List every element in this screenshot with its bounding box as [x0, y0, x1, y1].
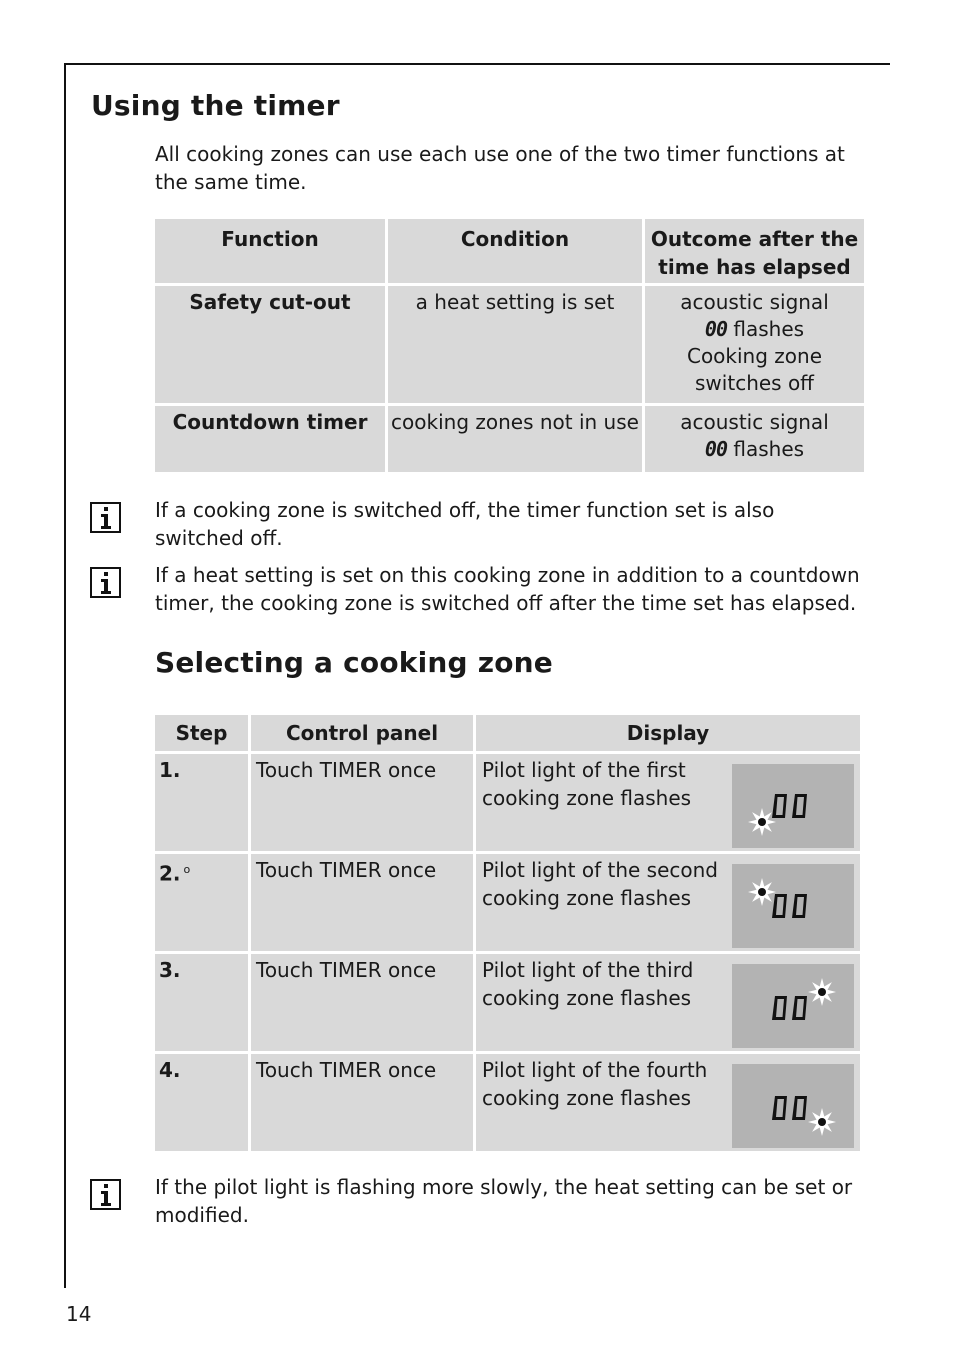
header-function: Function	[155, 219, 385, 283]
display-digits: 00	[704, 317, 728, 341]
lcd-digit-zero	[772, 794, 787, 818]
step-number: 4.	[159, 1058, 181, 1082]
flashing-star-icon	[748, 878, 776, 906]
table-row	[155, 954, 860, 1051]
info-note: If the pilot light is flashing more slowly, the heat setting can be set or modified.	[155, 1175, 853, 1227]
outcome-flashes: flashes	[733, 317, 805, 341]
table-row	[155, 286, 864, 403]
outcome-line: acoustic signal	[680, 410, 829, 434]
display-cell	[476, 854, 860, 951]
table-row	[155, 406, 864, 472]
lcd-digit-zero	[792, 894, 807, 918]
display-cell	[476, 1054, 860, 1151]
header-condition: Condition	[388, 219, 642, 283]
display-description: Pilot light of the first cooking zone flashes	[482, 758, 692, 810]
condition-cell: a heat setting is set	[388, 286, 642, 403]
outcome-flashes: flashes	[733, 437, 805, 461]
outcome-line: Cooking zone	[686, 344, 823, 368]
lcd-display	[732, 964, 854, 1048]
display-digits: 00	[704, 437, 728, 461]
info-note: If a cooking zone is switched off, the timer function set is also switched off.	[155, 498, 775, 550]
display-description: Pilot light of the third cooking zone flashes	[482, 958, 694, 1010]
step-cell	[155, 754, 248, 851]
flashing-star-icon	[808, 978, 836, 1006]
lcd-display	[732, 1064, 854, 1148]
outcome-cell	[645, 286, 864, 403]
control-panel-cell: Touch TIMER once	[251, 754, 473, 851]
section-heading-using-timer: Using the timer	[91, 89, 340, 122]
header-display: Display	[476, 715, 860, 751]
cooking-zone-steps-table	[152, 712, 863, 1154]
lcd-display	[732, 764, 854, 848]
section-heading-selecting-zone: Selecting a cooking zone	[155, 646, 553, 679]
page-number: 14	[66, 1302, 92, 1326]
function-cell: Safety cut-out	[155, 286, 385, 403]
lcd-digit-zero	[792, 1096, 807, 1120]
control-panel-cell: Touch TIMER once	[251, 1054, 473, 1151]
table-row	[155, 754, 860, 851]
control-panel-cell: Touch TIMER once	[251, 854, 473, 951]
display-description: Pilot light of the second cooking zone flashes	[482, 858, 718, 910]
table-header-row	[155, 219, 864, 283]
timer-functions-table	[152, 216, 867, 475]
outcome-cell	[645, 406, 864, 472]
header-outcome	[645, 219, 864, 283]
display-cell	[476, 754, 860, 851]
info-icon	[90, 502, 121, 533]
lcd-digit-zero	[772, 996, 787, 1020]
step-cell	[155, 1054, 248, 1151]
outcome-line	[645, 316, 864, 343]
outcome-line: acoustic signal	[680, 290, 829, 314]
table-header-row	[155, 715, 860, 751]
step-number: 2.	[159, 861, 181, 886]
step-number: 1.	[159, 758, 181, 782]
lcd-digit-zero	[792, 794, 807, 818]
lcd-display	[732, 864, 854, 948]
info-icon	[90, 1179, 121, 1210]
function-cell: Countdown timer	[155, 406, 385, 472]
page-frame-left-rule	[64, 63, 66, 1288]
step-number: 3.	[159, 958, 181, 982]
header-outcome-label: Outcome after the time has elapsed	[650, 227, 859, 279]
header-control-panel: Control panel	[251, 715, 473, 751]
info-note: If a heat setting is set on this cooking zone in addition to a countdown timer, the cooking zone is switched off after the time set has elapsed.	[155, 563, 860, 615]
display-description: Pilot light of the fourth cooking zone flashes	[482, 1058, 708, 1110]
table-row	[155, 1054, 860, 1151]
header-step: Step	[155, 715, 248, 751]
outcome-line: switches off	[695, 371, 814, 395]
page-frame-top-rule	[65, 63, 890, 65]
flashing-star-icon	[748, 808, 776, 836]
lcd-digit-zero	[792, 996, 807, 1020]
control-panel-cell: Touch TIMER once	[251, 954, 473, 1051]
outcome-line	[645, 436, 864, 463]
condition-cell: cooking zones not in use	[388, 406, 642, 472]
table-row	[155, 854, 860, 951]
display-cell	[476, 954, 860, 1051]
intro-paragraph: All cooking zones can use each use one of the two timer functions at the same time.	[155, 142, 845, 194]
lcd-digit-zero	[772, 1096, 787, 1120]
step-cell	[155, 854, 248, 951]
flashing-star-icon	[808, 1108, 836, 1136]
step-cell	[155, 954, 248, 1051]
info-icon	[90, 567, 121, 598]
lcd-digit-zero	[772, 894, 787, 918]
step-mark: o	[183, 863, 191, 876]
